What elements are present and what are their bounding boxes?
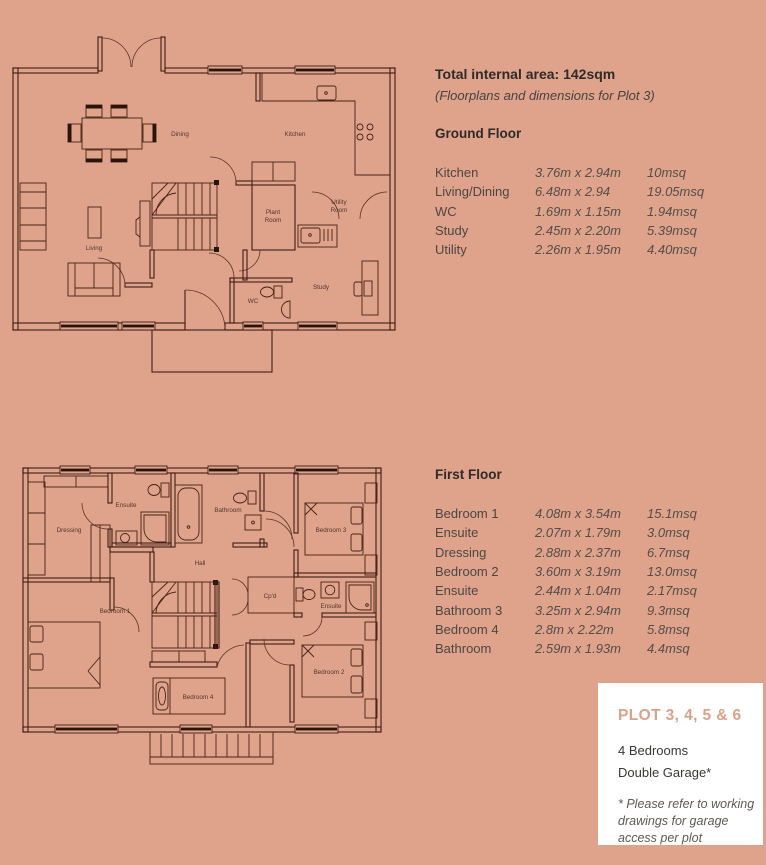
stair-bulkhead (150, 732, 273, 764)
room-name: WC (435, 203, 457, 219)
plot-title: PLOT 3, 4, 5 & 6 (618, 707, 742, 724)
room-dims: 2.44m x 1.04m (535, 583, 621, 599)
plot-bedrooms: 4 Bedrooms (618, 743, 689, 758)
room-label-study: Study (312, 284, 330, 291)
room-name: Ensuite (435, 583, 479, 599)
room-name: Bedroom 1 (435, 506, 499, 521)
room-area: 4.40msq (647, 242, 697, 258)
room-dims: 3.60m x 3.19m (535, 564, 621, 580)
plan-subtitle: (Floorplans and dimensions for Plot 3) (435, 88, 655, 103)
ground-floor-heading: Ground Floor (435, 126, 522, 141)
toilet-icon (234, 493, 247, 503)
room-area: 13.0msq (647, 564, 697, 580)
room-dims: 3.25m x 2.94m (535, 602, 621, 618)
bedroom3 (266, 473, 377, 577)
room-dims: 2.8m x 2.22m (535, 622, 614, 638)
coffee-table (88, 207, 101, 238)
room-label-dressing: Dressing (56, 527, 82, 534)
total-area-title: Total internal area: 142sqm (435, 66, 616, 82)
first-floor-table (435, 504, 755, 659)
double-bed (28, 622, 100, 688)
room-dims: 2.26m x 1.95m (535, 242, 621, 258)
french-doors (102, 38, 161, 67)
wc-basin-icon (282, 301, 291, 318)
study-desk (354, 261, 378, 315)
ground-floor-plan (10, 35, 400, 375)
room-area: 1.94msq (647, 203, 697, 219)
room-dims: 3.76m x 2.94m (535, 165, 621, 180)
room-area: 19.05msq (647, 184, 705, 200)
room-label-wc: WC (247, 298, 259, 305)
room-area: 5.39msq (647, 223, 697, 239)
bedroom4 (150, 643, 250, 727)
first-floor-plan (10, 455, 400, 795)
wc-walls (230, 278, 292, 282)
sofa-two-seat (68, 263, 120, 296)
plot-info-box (598, 683, 763, 845)
room-name: Kitchen (435, 165, 479, 180)
room-name: Living/Dining (435, 184, 510, 200)
room-name: Study (435, 223, 469, 239)
ensuite1-fittings (112, 483, 171, 547)
dining-table (68, 105, 156, 162)
room-label-kitchen: Kitchen (284, 131, 306, 138)
svg-text:Room: Room (264, 217, 282, 224)
room-area: 15.1msq (647, 506, 697, 521)
room-dims: 2.07m x 1.79m (535, 525, 621, 541)
room-dims: 4.08m x 3.54m (535, 506, 621, 521)
utility-sink (298, 225, 337, 247)
room-name: Bedroom 2 (435, 564, 499, 580)
room-area: 4.4msq (647, 641, 690, 657)
hob (357, 124, 373, 140)
bedroom1 (28, 622, 100, 688)
room-area: 10msq (647, 165, 687, 180)
room-area: 3.0msq (647, 525, 690, 541)
bath-icon (175, 485, 202, 543)
room-name: Bedroom 4 (435, 622, 499, 638)
basin-icon (321, 582, 339, 598)
room-label-bathroom: Bathroom (214, 507, 242, 514)
room-dims: 1.69m x 1.15m (535, 203, 621, 219)
room-label-utility-room: Utility (331, 199, 347, 206)
first-floor-heading: First Floor (435, 467, 502, 482)
room-area: 2.17msq (647, 583, 697, 599)
room-area: 6.7msq (647, 544, 690, 560)
room-label-ensuite2: Ensuite (320, 603, 342, 610)
kitchen-sink (317, 86, 336, 100)
windows (55, 466, 338, 733)
stairs (152, 580, 218, 649)
interior-walls (98, 73, 387, 323)
room-label-ensuite1: Ensuite (115, 502, 137, 509)
room-name: Bathroom 3 (435, 602, 503, 618)
room-label-plant-room: Plant (265, 209, 281, 216)
room-name: Ensuite (435, 525, 479, 541)
room-name: Utility (435, 242, 467, 258)
room-label-hall: Hall (194, 560, 206, 567)
svg-text:Room: Room (330, 207, 348, 214)
room-label-bedroom4: Bedroom 4 (182, 694, 214, 701)
room-name: Bathroom (435, 641, 492, 657)
toilet-icon (261, 286, 283, 298)
room-label-bedroom3: Bedroom 3 (315, 527, 347, 534)
shower-icon (346, 582, 374, 613)
room-name: Dressing (435, 544, 487, 560)
room-label-living: Living (85, 245, 103, 252)
room-label-dining: Dining (171, 131, 189, 138)
shower-icon (141, 512, 169, 545)
room-dims: 6.48m x 2.94 (535, 184, 611, 200)
plot-footnote: * Please refer to working drawings for garage access per plot (618, 797, 755, 845)
room-dims: 2.45m x 2.20m (535, 223, 621, 239)
room-area: 5.8msq (647, 622, 690, 638)
room-area: 9.3msq (647, 602, 690, 618)
room-label-cupboard: Cp'd (263, 593, 277, 600)
sofa-three-seat (20, 183, 46, 250)
room-label-bedroom1: Bedroom 1 (99, 608, 131, 615)
room-dims: 2.88m x 2.37m (535, 544, 621, 560)
tv-unit (136, 201, 150, 246)
stairs (152, 180, 219, 252)
basin-icon (245, 515, 261, 530)
plot-garage: Double Garage* (618, 765, 712, 780)
ground-floor-table (435, 163, 755, 260)
front-door (185, 290, 225, 328)
room-dims: 2.59m x 1.93m (535, 641, 621, 657)
room-label-bedroom2: Bedroom 2 (313, 669, 345, 676)
kitchen-counter (262, 73, 390, 175)
toilet-icon (303, 590, 315, 600)
porch (152, 330, 272, 372)
